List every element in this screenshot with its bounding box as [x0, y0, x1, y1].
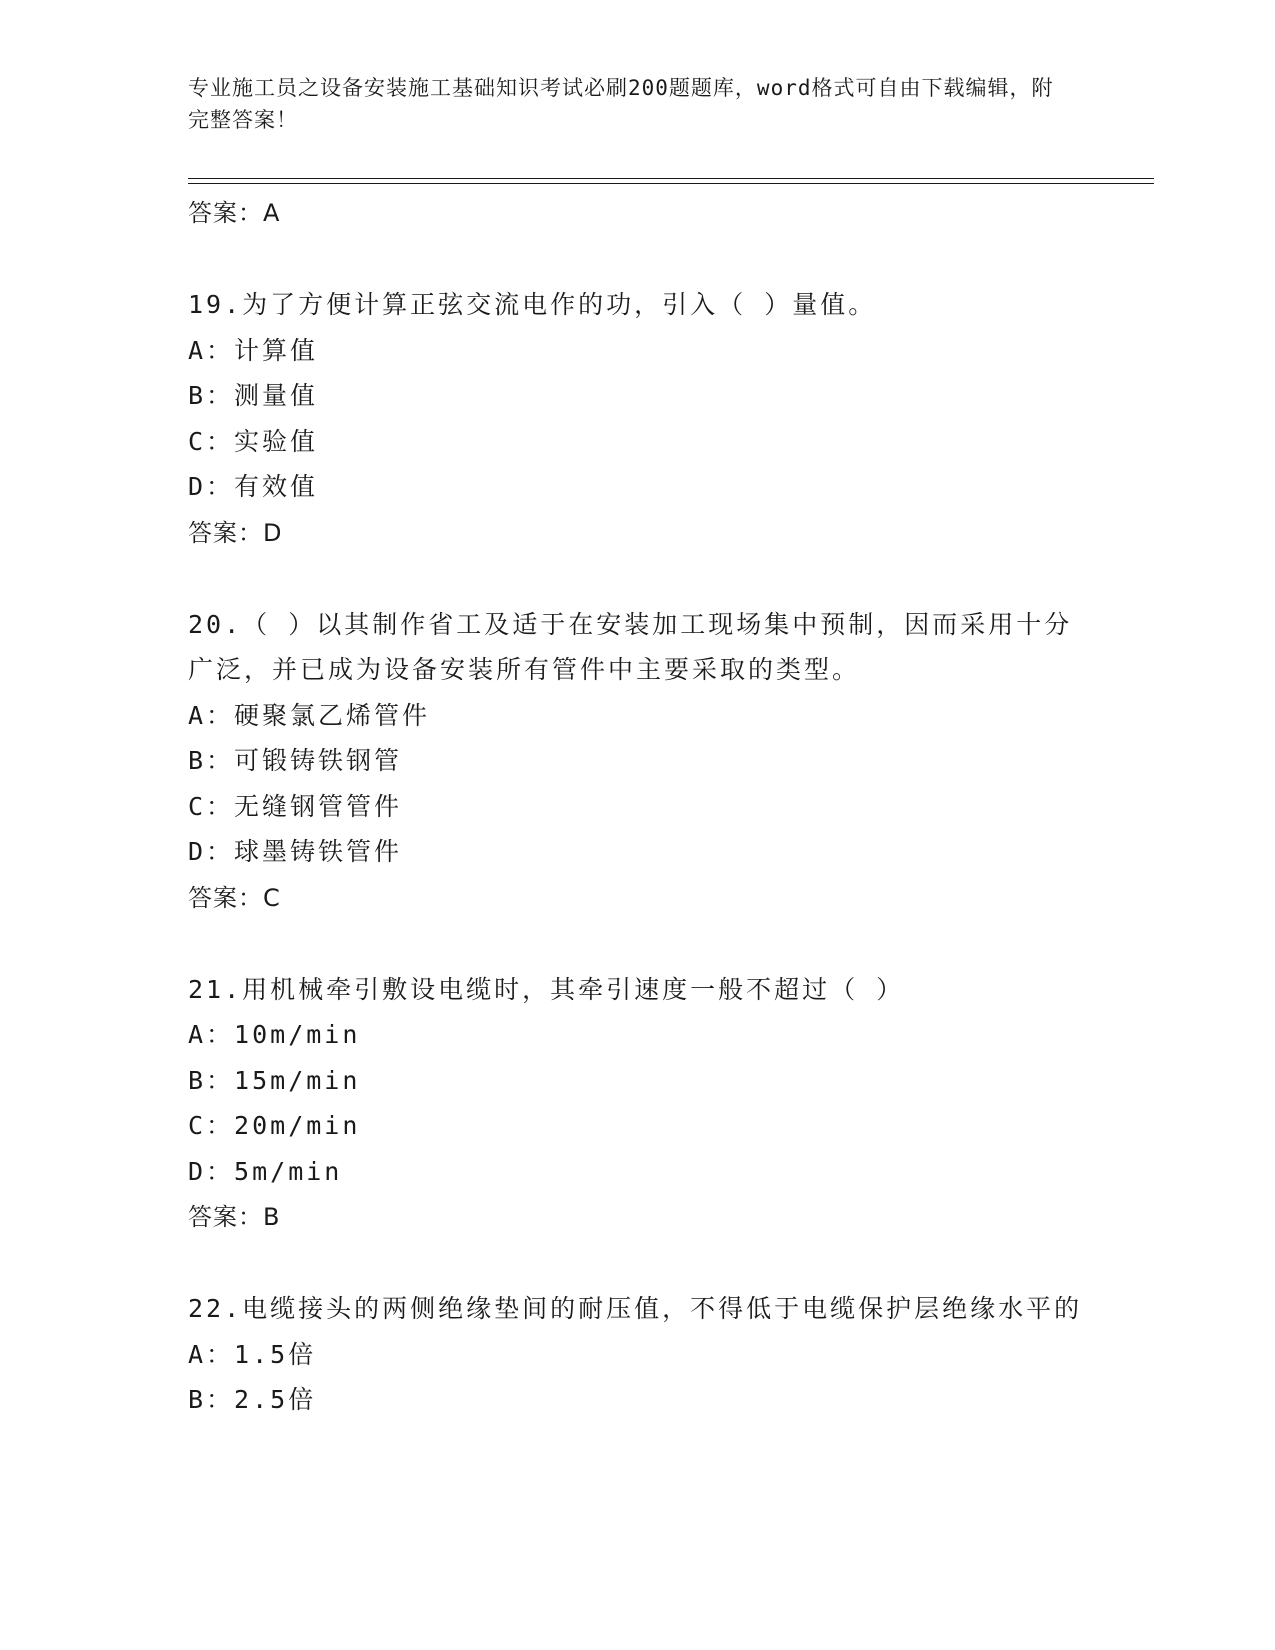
option-d: D：5m/min	[188, 1156, 343, 1186]
question-19	[188, 282, 1088, 556]
question-text: 19.为了方便计算正弦交流电作的功，引入（ ）量值。	[188, 290, 877, 319]
option-b: B：测量值	[188, 381, 319, 410]
option-d: D：有效值	[188, 472, 319, 501]
question-list	[188, 190, 1088, 1423]
question-text: 20.（ ）以其制作省工及适于在安装加工现场集中预制，因而采用十分广泛，并已成为设备安装所有管件中主要采取的类型。	[188, 609, 1073, 684]
option-a: A：1.5倍	[188, 1339, 317, 1369]
header-divider-top	[188, 178, 1154, 179]
option-a: A：计算值	[188, 335, 319, 365]
answer: 答案：B	[188, 1203, 281, 1231]
question-20	[188, 602, 1088, 921]
option-c: C：无缝钢管管件	[188, 791, 403, 821]
question-text: 21.用机械牵引敷设电缆时，其牵引速度一般不超过（ ）	[188, 974, 905, 1004]
answer: 答案：C	[188, 883, 281, 912]
header-divider-bottom	[188, 183, 1154, 184]
option-c: C：20m/min	[188, 1111, 361, 1140]
page-header: 专业施工员之设备安装施工基础知识考试必刷200题题库，word格式可自由下载编辑，附完整答案！	[188, 76, 1054, 132]
option-a: A：10m/min	[188, 1020, 361, 1049]
previous-answer: 答案：A	[188, 199, 281, 227]
answer: 答案：D	[188, 518, 283, 547]
option-b: B：可锻铸铁钢管	[188, 746, 403, 775]
option-b: B：2.5倍	[188, 1385, 317, 1414]
option-a: A：硬聚氯乙烯管件	[188, 700, 431, 730]
question-22	[188, 1286, 1088, 1423]
option-b: B：15m/min	[188, 1065, 361, 1095]
question-21	[188, 967, 1088, 1241]
option-d: D：球墨铸铁管件	[188, 837, 403, 866]
option-c: C：实验值	[188, 426, 319, 456]
question-text: 22.电缆接头的两侧绝缘垫间的耐压值，不得低于电缆保护层绝缘水平的	[188, 1294, 1083, 1323]
